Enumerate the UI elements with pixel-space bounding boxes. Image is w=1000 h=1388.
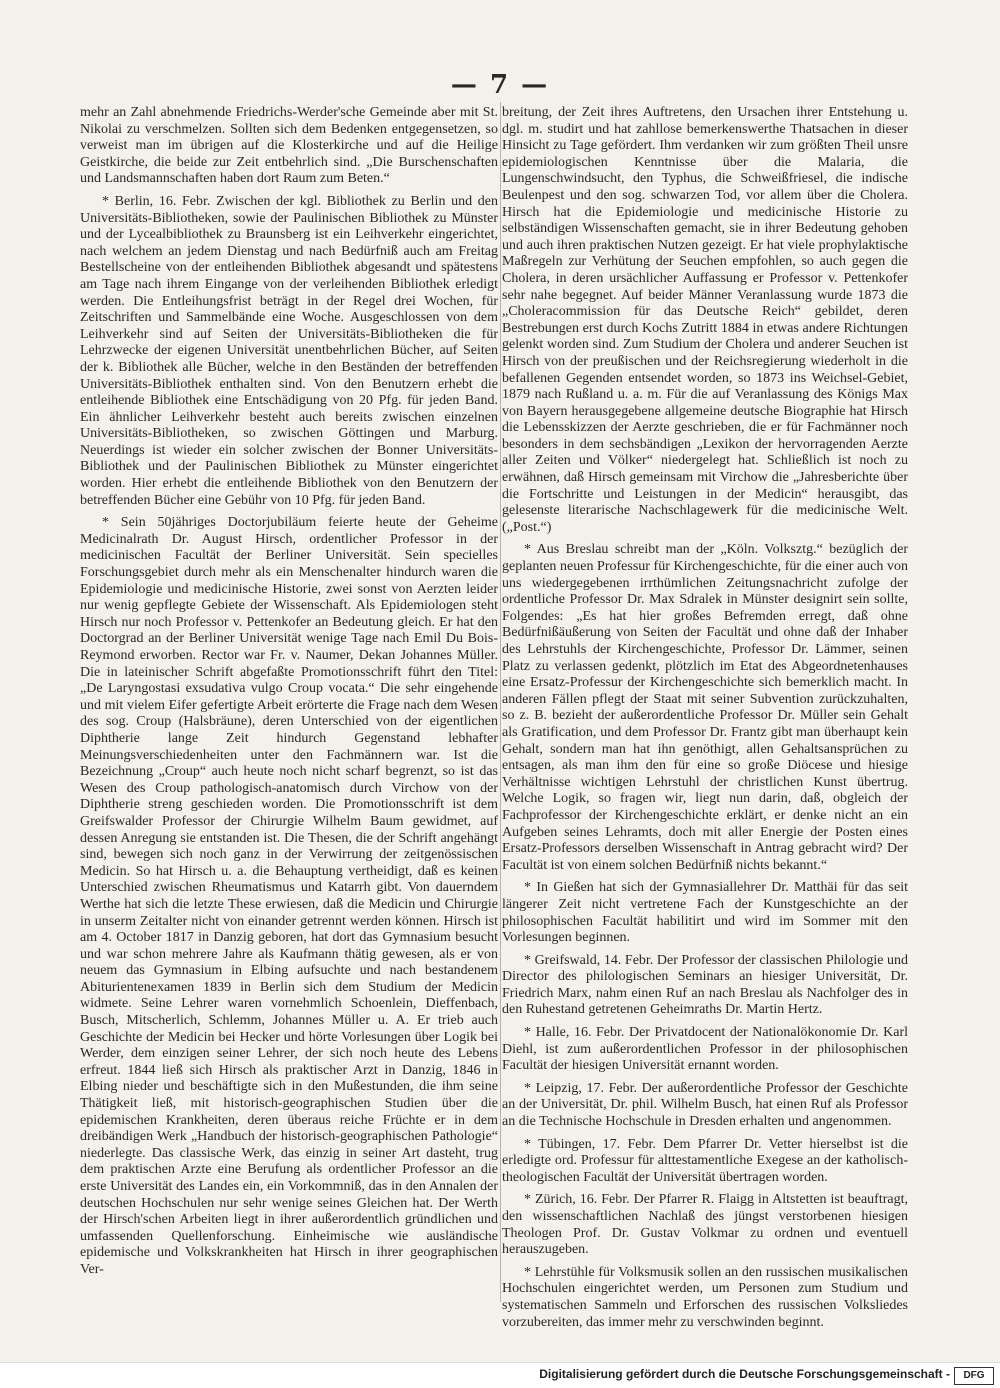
paragraph: * Leipzig, 17. Febr. Der außerordentliche Professor der Geschichte an der Universität, Dr. phil. Wilhelm Busch, hat einen Ruf als Professor an die Technische Hochschule in Dresden erhalten und angenommen. (502, 1080, 908, 1130)
paragraph: * In Gießen hat sich der Gymnasiallehrer Dr. Matthäi für das seit längerer Zeit nicht vertretene Fach der Kunstgeschichte an der philosophischen Facultät habilitirt und wird im Sommer mit den Vorlesungen beginnen. (502, 880, 908, 946)
right-column (502, 105, 908, 1330)
paragraph: * Sein 50jähriges Doctorjubiläum feierte heute der Geheime Medicinalrath Dr. August Hirsch, ordentlicher Professor in der medicinischen Facultät der Berliner Universität. Sein specielles Forschungsgebiet durch mehr als ein Menschenalter hindurch waren die Epidemiologie und medicinische Historie, zwei sonst von Aerzten leider nur wenig gepflegte Gebiete der Wissenschaft. Als Epidemiologen steht Hirsch nur noch Professor v. Pettenkofer an Bedeutung gleich. Er hat den Doctorgrad an der Berliner Universität wenige Tage nach Emil Du Bois-Reymond erworben. Rector war Fr. v. Naumer, Dekan Johannes Müller. Die in lateinischer Schrift abgefaßte Promotionsschrift führt den Titel: „De Laryngostasi exsudativa vulgo Croup vocata.“ Die sehr eingehende und mit vielem Eifer gefertigte Arbeit erörterte die Frage nach dem Wesen des sog. Croup (Halsbräune), deren Unterschied von der eigentlichen Diphtherie lange Zeit hindurch Gegenstand lebhafter Meinungsverschiedenheiten unter den Fachmännern war. Ist die Bezeichnung „Croup“ auch heute noch nicht scharf begrenzt, so ist das Wesen des Croup pathologisch-anatomisch durch Virchow von der Diphtherie streng geschieden worden. Die Promotionsschrift ist dem Greifswalder Professor der Chirurgie Wilhelm Baum gewidmet, auf dessen Anregung sie entstanden ist. Die Thesen, die der Schrift angehängt sind, bewegen sich noch ganz in der Verwirrung der zeitgenössischen Medicin. So hat Hirsch u. a. die Behauptung vertheidigt, daß es keinen Unterschied zwischen Rheumatismus und Katarrh gibt. Von dauerndem Werthe hat sich die letzte These erwiesen, daß die Medicin und Chirurgie in unserm Zeitalter nicht von einander getrennt werden können. Hirsch ist am 4. October 1817 in Danzig geboren, hat dort das Gymnasium besucht und war schon mehrere Jahre als Kaufmann thätig gewesen, als er von neuem das Gymnasium in Elbing aufsuchte und nach bestandenem Abiturientenexamen 1839 in Berlin sich dem Studium der Medicin widmete. Seine Lehrer waren vornehmlich Schoenlein, Dieffenbach, Busch, Mitscherlich, Schlemm, Johannes Müller u. A. Er trieb auch Geschichte der Medicin bei Hecker und hörte Vorlesungen über Logik bei Werder, dem einzigen seiner Lehrer, der sich noch heute des Lebens erfreut. 1844 ließ sich Hirsch als praktischer Arzt in Danzig, 1846 in Elbing nieder und beschäftigte sich in den Mußestunden, die ihm seine Thätigkeit ließ, mit historisch-geographischen Studien über die epidemischen Krankheiten, deren überaus reiche Früchte er in dem dreibändigen Werk „Handbuch der historisch-geographischen Pathologie“ niederlegte. Das classische Werk, das einzig in seiner Art dasteht, trug dem praktischen Arzte eine Berufung als ordentlicher Professor an die erste Universität des Landes ein, ein Vorkommniß, das in den Annalen der deutschen Hochschulen nur sehr wenige seines Gleichen hat. Der Werth der Hirsch'schen Arbeiten liegt in ihrer außerordentlich gründlichen und umfassenden Quellenforschung. Einheimische wie ausländische epidemische und Volkskrankheiten hat Hirsch in ihrer geographischen Ver- (80, 515, 498, 1277)
column-divider (500, 102, 501, 1302)
paragraph: * Zürich, 16. Febr. Der Pfarrer R. Flaigg in Altstetten ist beauftragt, den wissenschaftlichen Nachlaß des jüngst verstorbenen hiesigen Theologen Prof. Dr. Gustav Volkmar zu ordnen und eventuell herauszugeben. (502, 1192, 908, 1258)
paragraph: * Aus Breslau schreibt man der „Köln. Volksztg.“ bezüglich der geplanten neuen Professur für Kirchengeschichte, für die einer auch von uns wiedergegebenen irrthümlichen Zeitungsnachricht zufolge der ordentliche Professor Dr. Max Sdralek in Münster designirt sein sollte, Folgendes: „Es hat hier großes Befremden erregt, daß ohne Bedürfnißäußerung von Seiten der Facultät und ohne daß der Inhaber des Lehrstuhls der Kirchengeschichte, Professor Dr. Lämmer, seinen Platz zu verlassen gedenkt, plötzlich im Etat des Abgeordnetenhauses eine Ersatz-Professur der Kirchengeschichte sich bemerklich macht. In anderen Fällen pflegt der Staat mit seiner Subvention zurückzuhalten, so z. B. bezieht der außerordentliche Professor Dr. Müller sein Gehalt als Gratification, und dem Professor Dr. Frantz gibt man überhaupt kein Gehalt, sondern man hat ihn genöthigt, allen Gehaltsansprüchen zu entsagen, als man ihm den für eine so große Diöcese und hiesige Verhältnisse wichtigen Lehrstuhl der christlichen Kunst übertrug. Welche Logik, so fragen wir, liegt nun darin, daß, obgleich der Fachprofessor der Kirchengeschichte erklärt, er denke nicht an ein Aufgeben seines Lehramts, doch mit aller Energie der Posten eines Ersatz-Professors derselben Wissenschaft in Antrag gebracht wird? Der Facultät ist von einem solchen Bedürfniß nichts bekannt.“ (502, 542, 908, 873)
paragraph: * Tübingen, 17. Febr. Dem Pfarrer Dr. Vetter hierselbst ist die erledigte ord. Professur für alttestamentliche Exegese an der katholisch-theologischen Facultät der Universität übertragen worden. (502, 1136, 908, 1185)
page-number: — 7 — (450, 70, 550, 100)
paragraph: * Greifswald, 14. Febr. Der Professor der classischen Philologie und Director des philologischen Seminars an hiesiger Universität, Dr. Friedrich Marx, nahm einen Ruf an nach Breslau als Nachfolger des in den Ruhestand getretenen Geheimraths Dr. Martin Hertz. (502, 952, 908, 1018)
paragraph: * Lehrstühle für Volksmusik sollen an den russischen musikalischen Hochschulen eingerichtet werden, um Personen zum Studium und systematischen Sammeln und Erforschen des russischen Volksliedes vorzubereiten, das immer mehr zu verschwinden beginnt. (502, 1264, 908, 1330)
left-column (80, 105, 498, 1305)
paragraph: * Berlin, 16. Febr. Zwischen der kgl. Bibliothek zu Berlin und den Universitäts-Bibliotheken, sowie der Paulinischen Bibliothek zu Münster und der Lycealbibliothek zu Braunsberg ist ein Leihverkehr eingerichtet, nach welchem an jedem Dienstag und nach Bedürfniß auch am Freitag Bestellscheine von der entleihenden Bibliothek abgesandt und spätestens am Tage nach ihrem Eingange von der verleihenden Bibliothek erledigt werden. Die Entleihungsfrist beträgt in der Regel drei Wochen, für Zeitschriften und Sammelbände eine Woche. Ausgeschlossen von dem Leihverkehr sind auf Seiten der Universitäts-Bibliotheken die für Lehrzwecke der eigenen Universität unentbehrlichen Bücher, auf Seiten der k. Bibliothek alle Bücher, welche in den Beständen der betreffenden Universitäts-Bibliothek enthalten sind. Von den Benutzern erhebt die entleihende Bibliothek eine Entschädigung von 20 Pfg. für jeden Band. Ein ähnlicher Leihverkehr besteht auch bereits zwischen einzelnen Universitäts-Bibliotheken, so zwischen Göttingen und Marburg. Neuerdings ist wieder ein solcher zwischen der Bonner Universitäts-Bibliothek und der Paulinischen Bibliothek zu Münster eingerichtet worden. Hier erhebt die entleihende Bibliothek von den Benutzern der betreffenden Bücher eine Gebühr von 10 Pfg. für jeden Band. (80, 193, 498, 508)
footer-bar (0, 1362, 1000, 1388)
paragraph: breitung, der Zeit ihres Auftretens, den Ursachen ihrer Entstehung u. dgl. m. studirt und hat zahllose bemerkenswerthe Thatsachen in dieser Hinsicht zu Tage gefördert. Ihm verdanken wir zum größten Theil unsre epidemiologischen Kenntnisse über die Malaria, die Lungenschwindsucht, den Typhus, die Schweißfriesel, die indische Beulenpest und den sog. schwarzen Tod, vor allem über die Cholera. Hirsch hat die Epidemiologie und medicinische Historie zu selbständigen Wissenschaften gemacht, sie in ihrer Bedeutung gehoben und auch ihren praktischen Nutzen gezeigt. Er hat viele prophylaktische Maßregeln zur Verhütung der Seuchen empfohlen, so auch gegen die Cholera, in deren ursächlicher Auffassung er Professor v. Pettenkofer sehr nahe begegnet. Auf beider Männer Veranlassung wurde 1873 die „Choleracommission für das Deutsche Reich“ gebildet, deren Bestrebungen erst durch Kochs Zutritt 1884 in etwas andere Richtungen gelenkt worden sind. Zum Studium der Cholera und anderer Seuchen ist Hirsch von der preußischen und der Reichsregierung wiederholt in die befallenen Gegenden entsendet worden, so 1873 ins Weichsel-Gebiet, 1879 nach Rußland u. a. m. Für die auf Veranlassung des Königs Max von Bayern herausgegebene allgemeine deutsche Biographie hat Hirsch die Lebensskizzen der Aerzte geschrieben, die er für Fachmänner noch besonders in dem sechsbändigen „Lexikon der hervorragenden Aerzte aller Zeiten und Völker“ niedergelegt hat. Schließlich ist noch zu erwähnen, daß Hirsch gemeinsam mit Virchow die „Jahresberichte über die Fortschritte und Leistungen in der Medicin“ herausgibt, das gelesenste literarische Nachschlagewerk für die medicinische Welt. („Post.“) (502, 105, 908, 535)
dfg-logo: DFG (954, 1367, 994, 1385)
paragraph: mehr an Zahl abnehmende Friedrichs-Werder'sche Gemeinde aber mit St. Nikolai zu verschmelzen. Sollten sich dem Bedenken entgegensetzen, so verweist man im übrigen auf die Klosterkirche und auf die Heilige Geistkirche, die beide zur Zeit entbehrlich sind. „Die Burschenschaften und Landsmannschaften haben dort Raum zum Beten.“ (80, 105, 498, 187)
paragraph: * Halle, 16. Febr. Der Privatdocent der Nationalökonomie Dr. Karl Diehl, ist zum außerordentlichen Professor in der philosophischen Facultät der hiesigen Universität ernannt worden. (502, 1025, 908, 1074)
footer-credit: Digitalisierung gefördert durch die Deutsche Forschungsgemeinschaft - (539, 1367, 950, 1381)
